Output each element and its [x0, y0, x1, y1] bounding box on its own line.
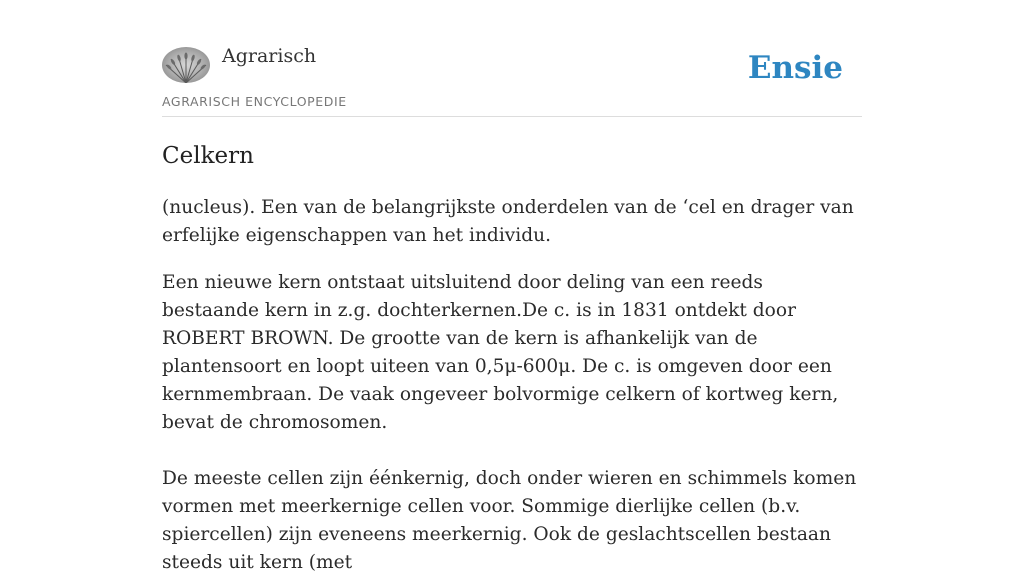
wheat-icon[interactable]: [162, 47, 210, 83]
brand-logo-link[interactable]: Ensie: [747, 50, 843, 86]
site-subtitle: AGRARISCH ENCYCLOPEDIE: [162, 94, 347, 109]
article-paragraph: Een nieuwe kern ontstaat uitsluitend door deling van een reeds bestaande kern in z.g. dochterkernen.De c. is in 1831 ontdekt door ROBERT BROWN. De grootte van de kern is afhankelijk van de plantensoort en loopt uiteen van 0,5μ-600μ. De c. is omgeven door een kernmembraan. De vaak ongeveer bolvormige celkern of kortweg kern, bevat de chromosomen. De meeste cellen zijn éénkernig, doch onder wieren en schimmels komen vormen met meerkernige cellen voor. Sommige dierlijke cellen (b.v. spiercellen) zijn eveneens meerkernig. Ook de geslachtscellen bestaan steeds uit kern (met: [162, 272, 857, 573]
site-name[interactable]: Agrarisch: [222, 45, 317, 67]
page: [162, 0, 862, 577]
site-header: [162, 0, 862, 117]
article-title: Celkern: [162, 143, 254, 169]
article-paragraph: (nucleus). Een van de belangrijkste onderdelen van de ‘cel en drager van erfelijke eigenschappen van het individu.: [162, 197, 854, 246]
